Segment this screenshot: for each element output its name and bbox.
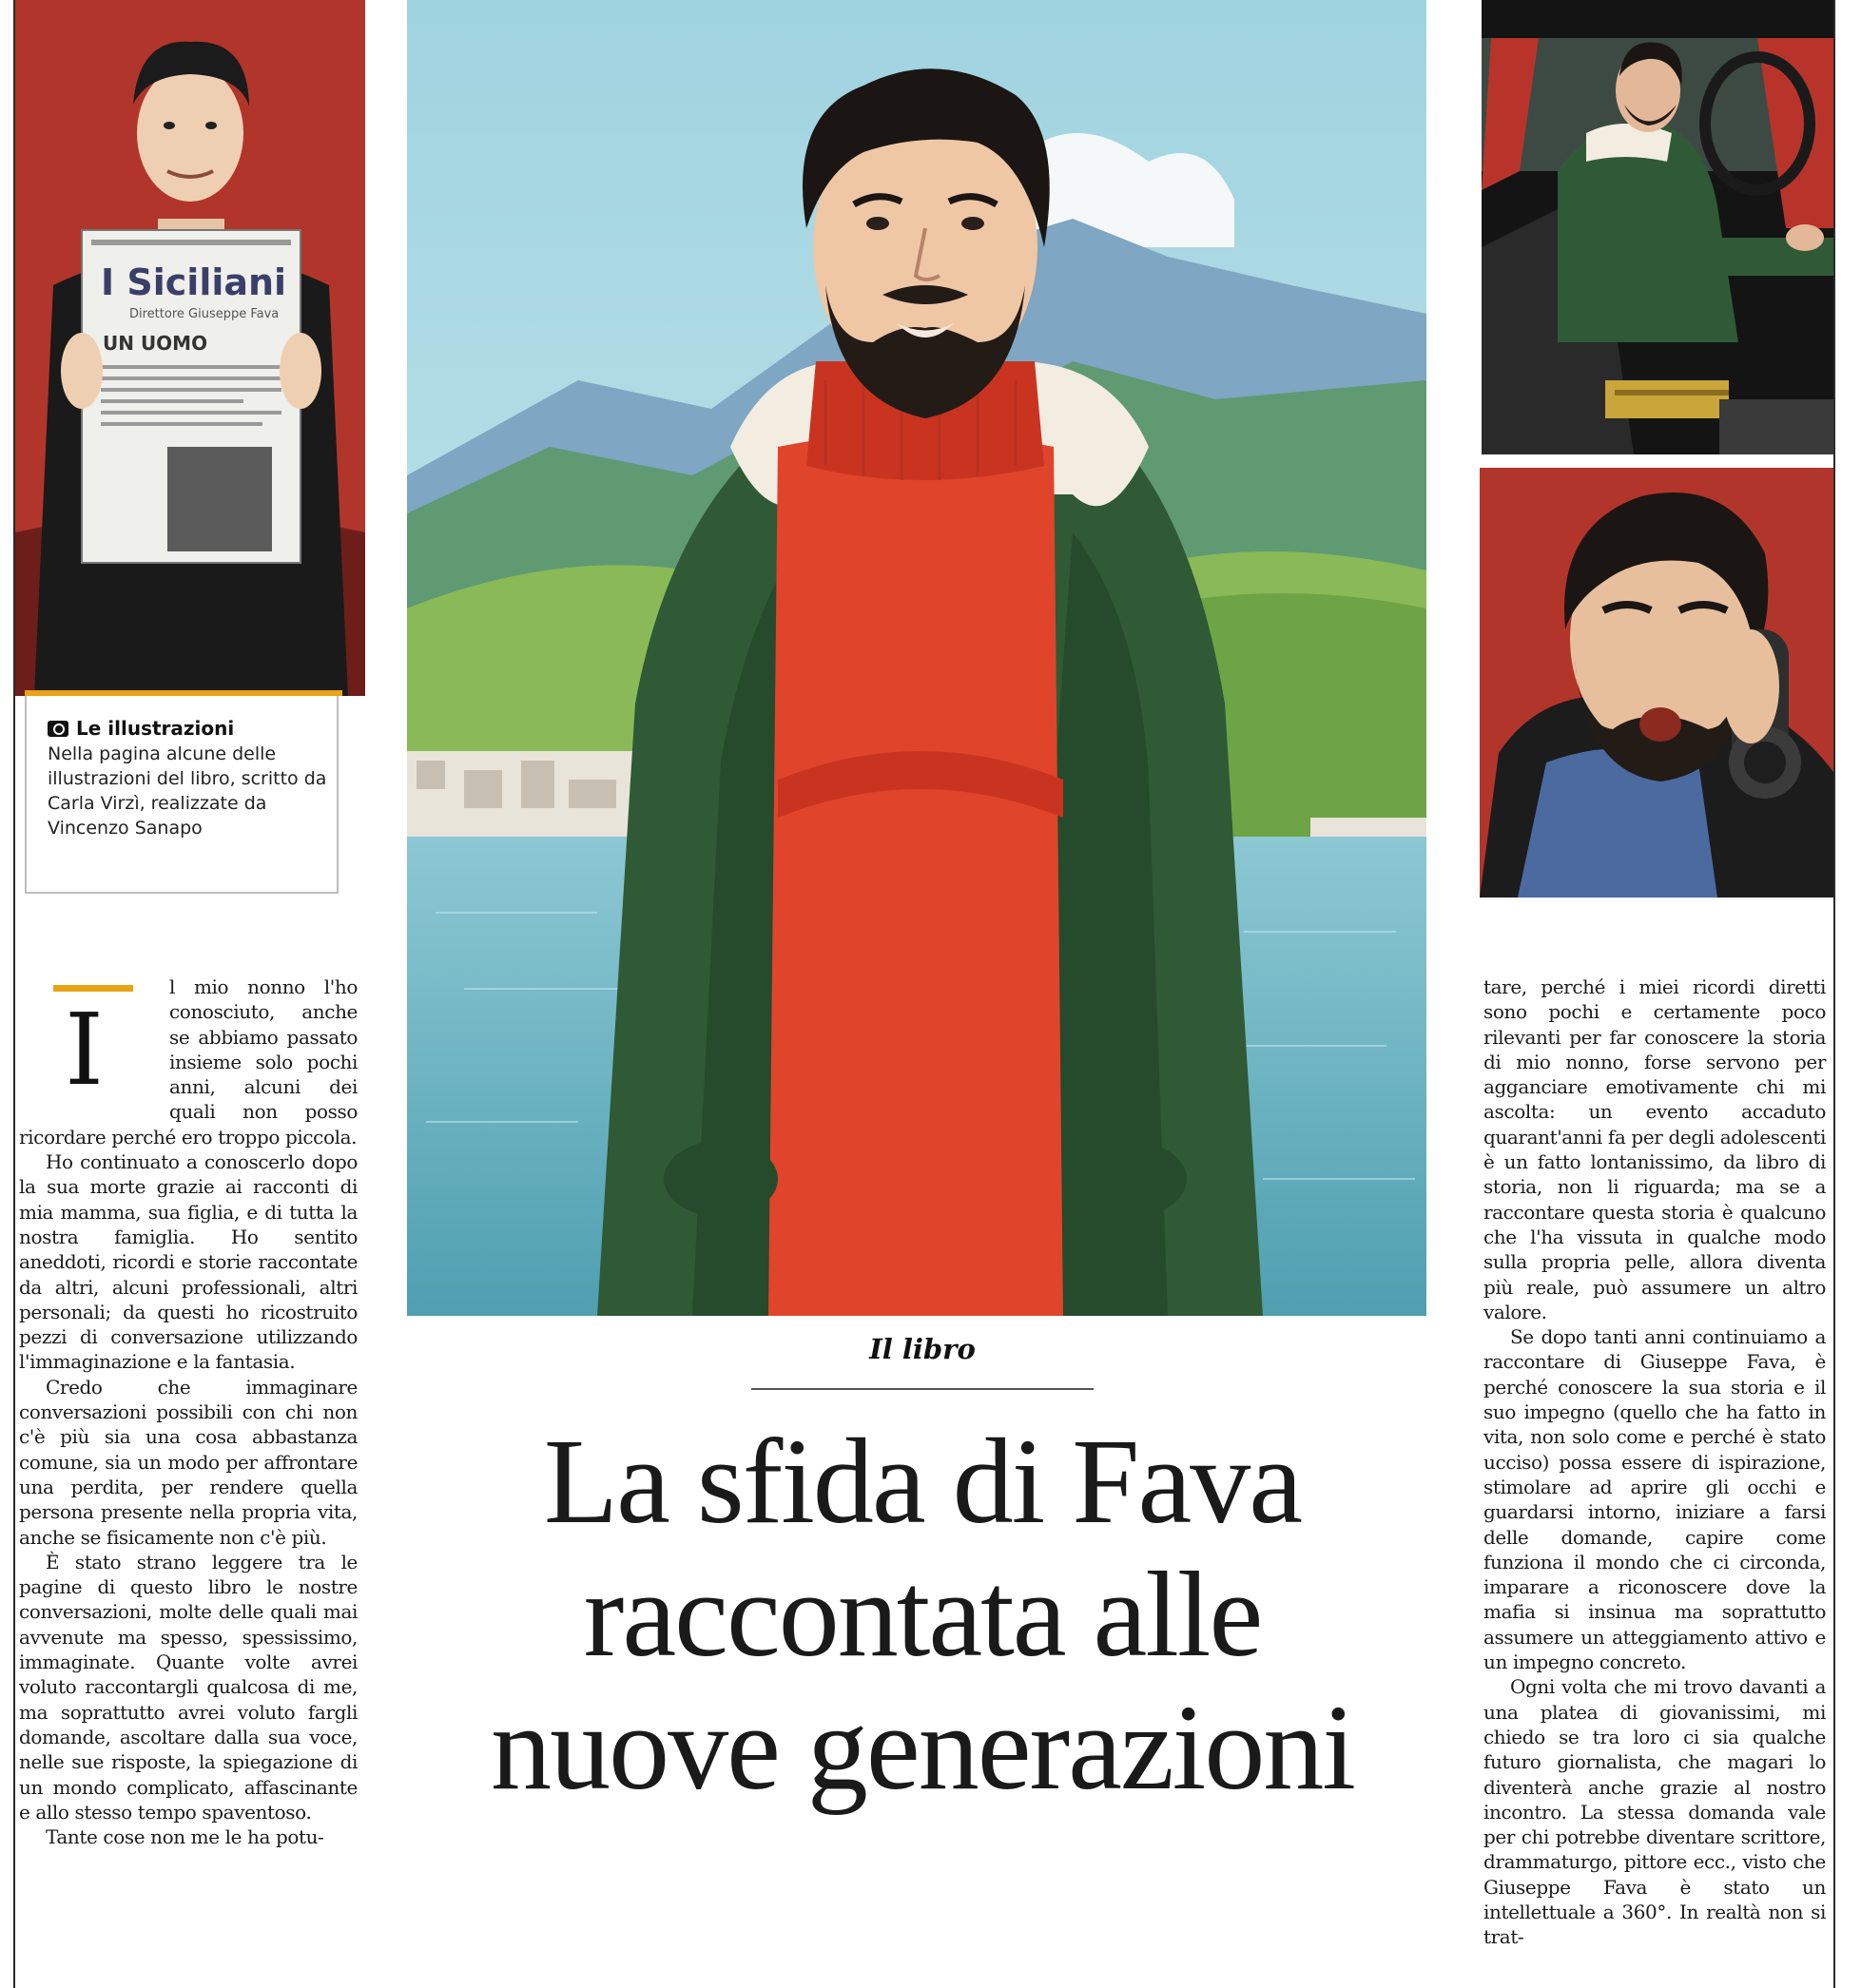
- kicker-rule: [751, 1388, 1094, 1390]
- article-paragraph: tare, perché i miei ricordi diretti sono pochi e certamente poco rilevanti per far conoscere la storia di mio nonno, forse servono per agganciare emotivamente chi mi ascolta: un evento accaduto quarant'anni fa per degli adolescenti è un fatto lontanissimo, da libro di storia, non li riguarda; ma se a raccontare questa storia è qualcuno che l'ha vissuta in qualche modo sulla propria pelle, allora diventa più reale, può assumere un altro valore.: [1483, 975, 1826, 1323]
- caption-text: Nella pagina alcune delle illustrazioni del libro, scritto da Carla Virzì, realizzate da Vincenzo Sanapo: [48, 743, 327, 839]
- article-paragraph: l mio nonno l'ho conosciuto, anche se abbiamo passato insieme solo pochi anni, alcuni dei quali non posso ricordare perché ero troppo piccola.: [19, 975, 358, 1148]
- camera-icon: [48, 721, 68, 737]
- article-column-left: [19, 975, 358, 1849]
- caption-title: [48, 717, 234, 740]
- section-kicker: Il libro: [869, 1333, 976, 1365]
- article-paragraph: Credo che immaginare conversazioni possibili con chi non c'è più sia una cosa abbastanza comune, sia un modo per affrontare una perdita, per rendere quella persona presente nella propria vita, anche se fisicamente non c'è più.: [19, 1375, 358, 1549]
- newspaper-title-text: I Siciliani: [101, 261, 287, 303]
- article-paragraph: Ogni volta che mi trovo davanti a una platea di giovanissimi, mi chiedo se tra loro ci sia qualche futuro giornalista, che magari lo diventerà anche grazie al nostro incontro. La stessa domanda vale per chi potrebbe diventare scrittore, drammaturgo, pittore ecc., visto che Giuseppe Fava è stato un intellettuale a 360°. In realtà non si trat-: [1483, 1675, 1826, 1949]
- newspaper-subtitle-text: Direttore Giuseppe Fava: [129, 307, 280, 321]
- illustration-newspaper-man: [15, 0, 365, 696]
- illustration-portrait-main: [407, 0, 1426, 1316]
- dropcap-spacer: [19, 975, 169, 1123]
- article-paragraph: Se dopo tanti anni continuiamo a raccontare di Giuseppe Fava, è perché conoscere la sua storia e il suo impegno (quello che ha fatto in vita, non solo come e perché è stato ucciso) possa essere di ispirazione, stimolare ad aprire gli occhi e guardarsi intorno, iniziare a farsi delle domande, capire come funziona il mondo che ci circonda, imparare a riconoscere dove la mafia si insinua ma soprattutto assumere un atteggiamento attivo e un impegno concreto.: [1483, 1325, 1826, 1674]
- headline: La sfida di Fava raccontata alle nuove generazioni: [491, 1414, 1354, 1815]
- article-paragraph: È stato strano leggere tra le pagine di questo libro le nostre conversazioni, molte delle quali mai avvenute ma spesso, spessissimo, immaginate. Quante volte avrei voluto raccontargli qualcosa di me, ma soprattutto avrei voluto fargli domande, ascoltare dalla sua voce, nelle sue risposte, la spiegazione di un mondo complicato, affascinante e allo stesso tempo spaventoso.: [19, 1550, 358, 1824]
- article-paragraph: Tante cose non me le ha potu-: [46, 1825, 324, 1849]
- article-paragraph: Ho continuato a conoscerlo dopo la sua morte grazie ai racconti di mia mamma, sua figlia, e di tutta la nostra famiglia. Ho sentito aneddoti, ricordi e storie raccontate da altri, alcuni professionali, altri personali; da questi ho ricostruito pezzi di conversazione utilizzando l'immaginazione e la fantasia.: [19, 1150, 358, 1374]
- article-column-right: [1483, 975, 1826, 1950]
- illustration-driving: [1482, 0, 1833, 454]
- dropcap-letter: I: [65, 992, 105, 1108]
- caption-accent-bar: [25, 690, 342, 696]
- caption-title-text: Le illustrazioni: [76, 717, 235, 740]
- illustration-phone-call: [1480, 468, 1833, 897]
- newspaper-headline-text: UN UOMO: [103, 332, 208, 355]
- caption-box: [25, 690, 339, 894]
- column-rule-right: [1833, 0, 1835, 1988]
